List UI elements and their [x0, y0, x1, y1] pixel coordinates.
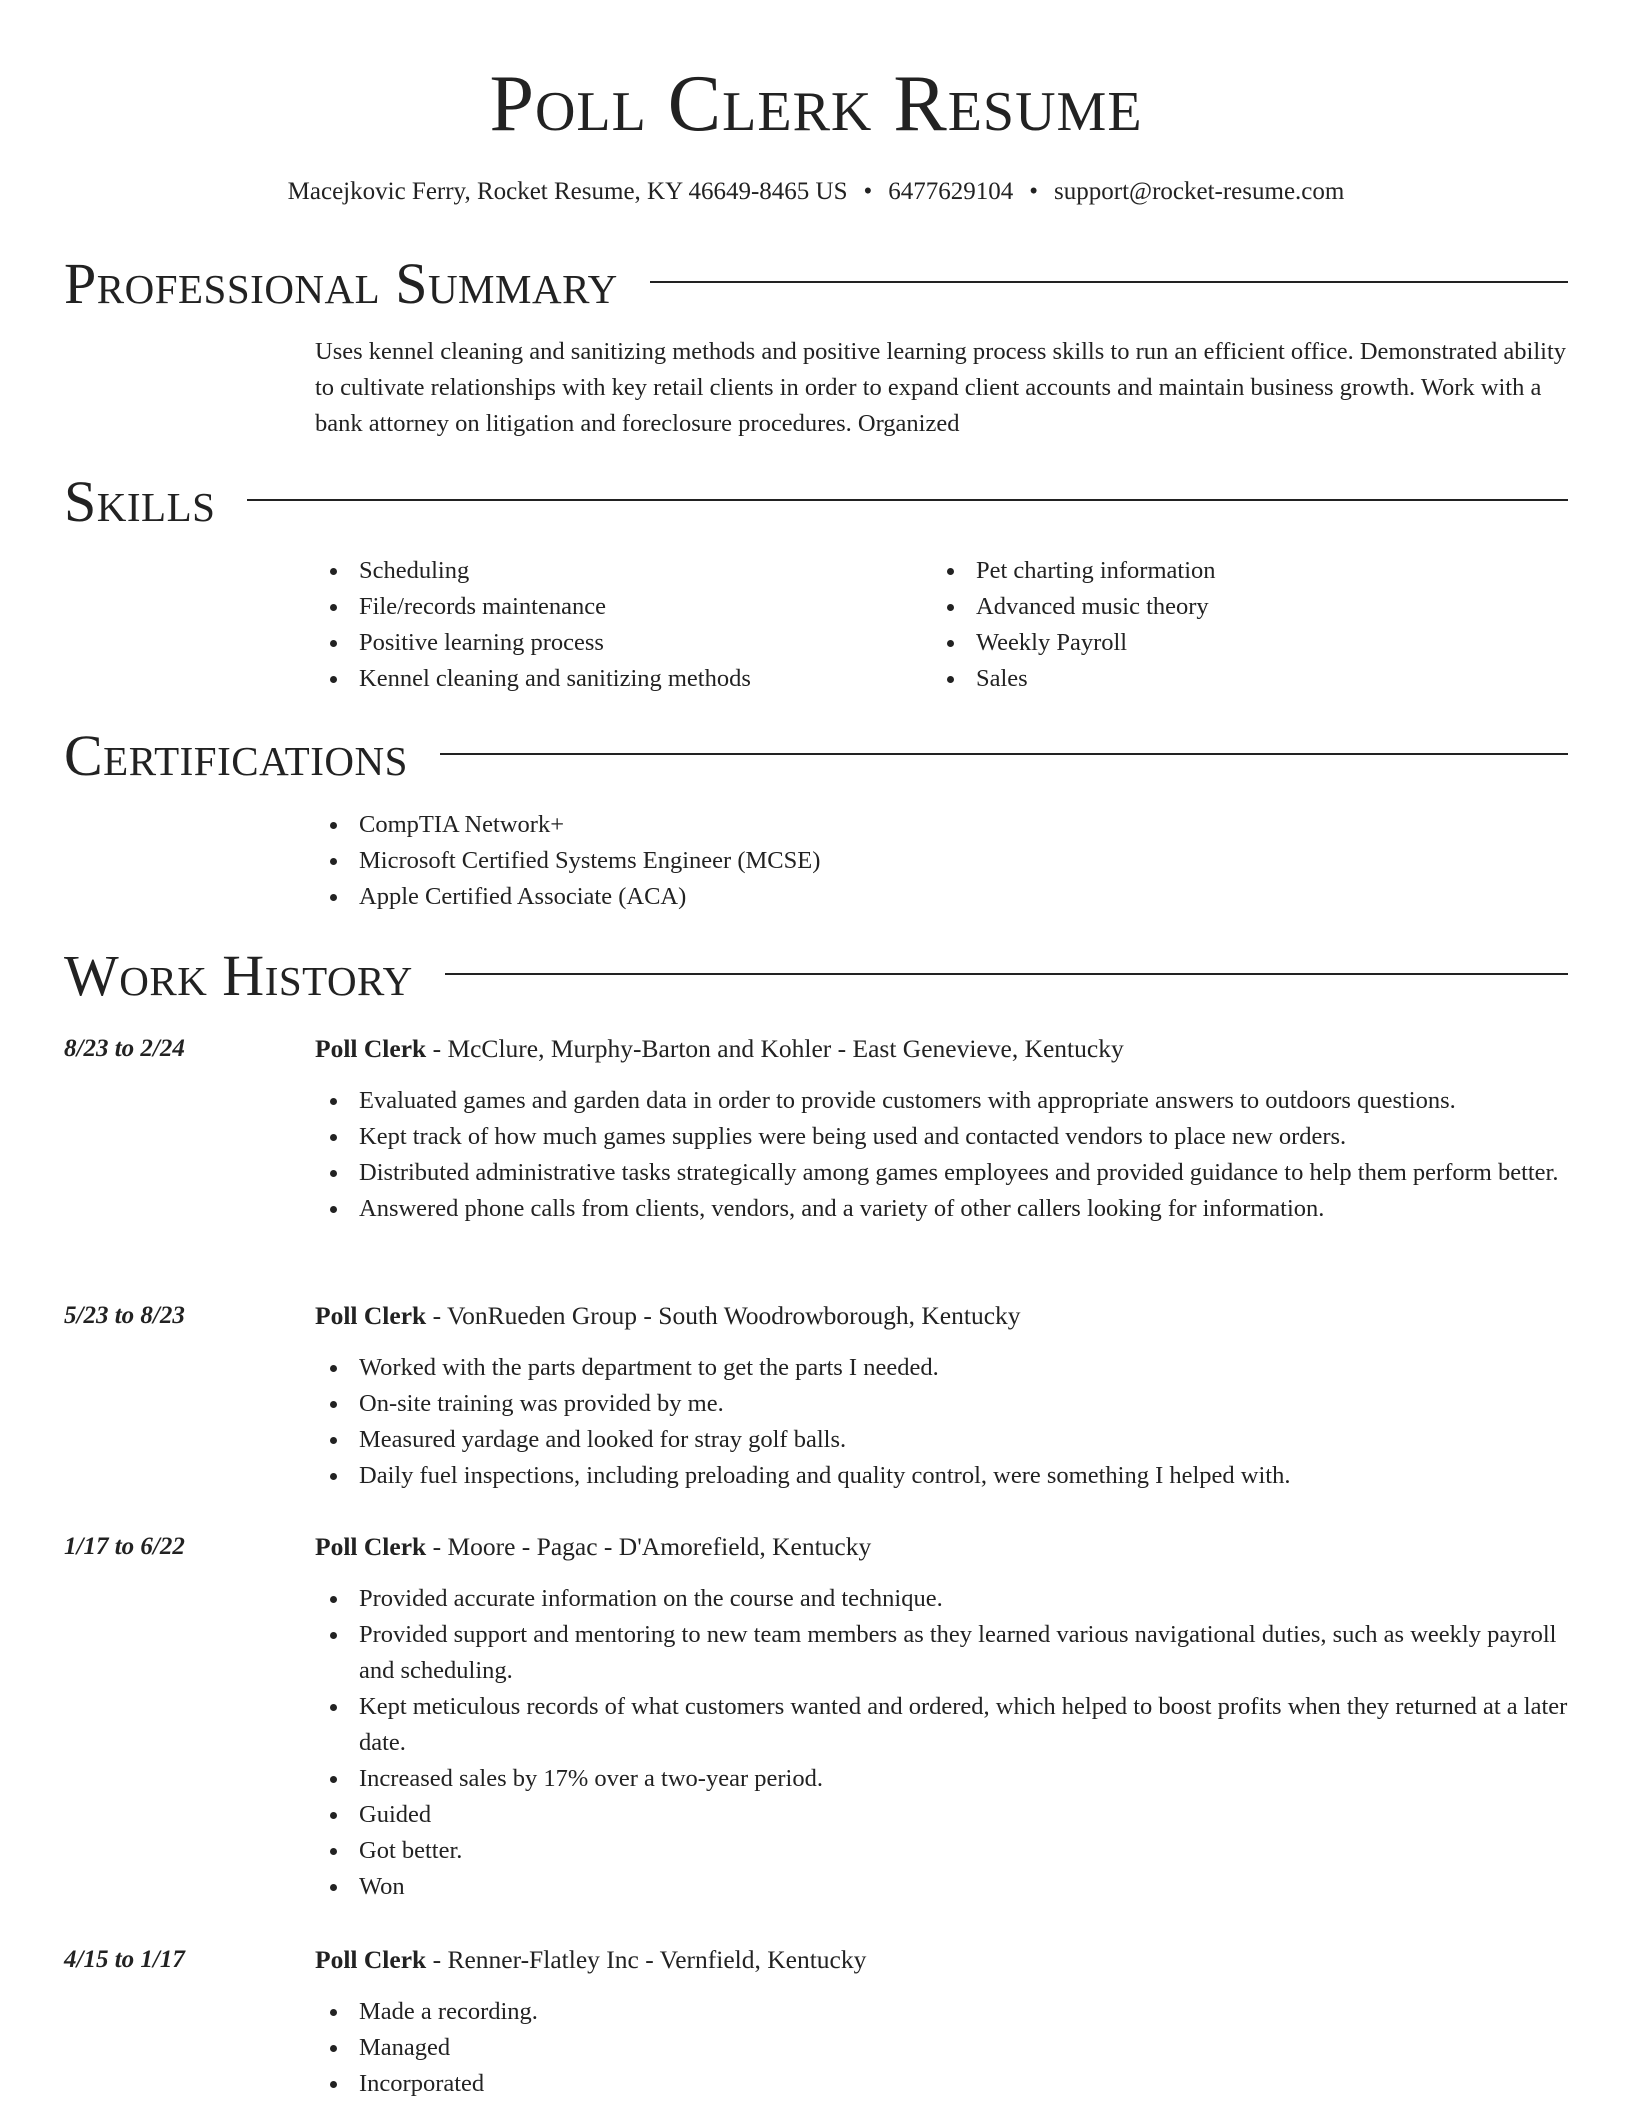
work-history-heading: Work History	[64, 943, 413, 1008]
section-divider	[650, 281, 1568, 283]
bullet-icon	[947, 604, 954, 611]
job-dates: 4/15 to 1/17	[64, 1946, 185, 1973]
skill-item: Kennel cleaning and sanitizing methods	[315, 661, 915, 697]
bullet-icon	[330, 894, 337, 901]
contact-address: Macejkovic Ferry, Rocket Resume, KY 46649-8465 US	[287, 178, 848, 205]
skills-heading: Skills	[64, 469, 216, 534]
skills-section-header	[64, 470, 1568, 534]
job-employer: - McClure, Murphy-Barton and Kohler - East Genevieve, Kentucky	[426, 1034, 1124, 1063]
job-bullet: Got better.	[315, 1833, 1568, 1869]
skills-list-right	[932, 553, 1532, 697]
bullet-icon	[330, 1848, 337, 1855]
job-dates: 8/23 to 2/24	[64, 1035, 185, 1062]
contact-separator: •	[863, 178, 873, 205]
bullet-icon	[330, 2081, 337, 2088]
job-heading	[315, 1529, 1568, 1565]
job-bullet: On-site training was provided by me.	[315, 1386, 1568, 1422]
bullet-icon	[330, 1170, 337, 1177]
certification-item: CompTIA Network+	[315, 807, 1568, 843]
job-bullets	[315, 1083, 1568, 1227]
job-bullet: Won	[315, 1869, 1568, 1905]
job-bullet: Evaluated games and garden data in order to provide customers with appropriate answers to outdoors questions.	[315, 1083, 1568, 1119]
bullet-icon	[330, 1098, 337, 1105]
bullet-icon	[330, 2009, 337, 2016]
job-employer: - Renner-Flatley Inc - Vernfield, Kentucky	[426, 1945, 867, 1974]
bullet-icon	[947, 676, 954, 683]
work-history-section-header	[64, 944, 1568, 1008]
job-bullet: Daily fuel inspections, including preloading and quality control, were something I helped with.	[315, 1458, 1568, 1494]
job-bullet: Measured yardage and looked for stray golf balls.	[315, 1422, 1568, 1458]
certification-item: Microsoft Certified Systems Engineer (MCSE)	[315, 843, 1568, 879]
bullet-icon	[330, 1596, 337, 1603]
resume-title: Poll Clerk Resume	[489, 60, 1143, 148]
job-bullet: Guided	[315, 1797, 1568, 1833]
section-divider	[247, 499, 1568, 501]
skill-item: Positive learning process	[315, 625, 915, 661]
job-bullet: Incorporated	[315, 2066, 1568, 2102]
job-employer: - Moore - Pagac - D'Amorefield, Kentucky	[426, 1532, 872, 1561]
bullet-icon	[330, 2045, 337, 2052]
job-heading	[315, 1031, 1568, 1067]
job-bullet: Kept meticulous records of what customers wanted and ordered, which helped to boost profits when they returned at a later date.	[315, 1689, 1568, 1761]
contact-phone: 6477629104	[888, 178, 1014, 205]
job-dates: 1/17 to 6/22	[64, 1533, 185, 1560]
bullet-icon	[330, 640, 337, 647]
job-role: Poll Clerk	[315, 1034, 427, 1063]
bullet-icon	[330, 822, 337, 829]
contact-line	[64, 172, 1568, 212]
skill-item: Advanced music theory	[932, 589, 1532, 625]
job-bullet: Provided accurate information on the course and technique.	[315, 1581, 1568, 1617]
certification-item: Apple Certified Associate (ACA)	[315, 879, 1568, 915]
bullet-icon	[330, 1365, 337, 1372]
summary-text: Uses kennel cleaning and sanitizing methods and positive learning process skills to run an efficient office. Demonstrated ability to cultivate relationships with key retail clients in order to expand client accounts and maintain business growth. Work with a bank attorney on litigation and foreclosure procedures. Organized	[315, 338, 1566, 437]
certifications-list	[315, 807, 1568, 915]
bullet-icon	[330, 1704, 337, 1711]
resume-page	[64, 0, 1568, 2112]
job-bullet: Answered phone calls from clients, vendors, and a variety of other callers looking for information.	[315, 1191, 1568, 1227]
bullet-icon	[330, 1473, 337, 1480]
job-bullet: Worked with the parts department to get the parts I needed.	[315, 1350, 1568, 1386]
skills-list-left	[315, 553, 915, 697]
certifications-heading: Certifications	[64, 723, 408, 788]
bullet-icon	[330, 1812, 337, 1819]
skill-item: Weekly Payroll	[932, 625, 1532, 661]
bullet-icon	[330, 1884, 337, 1891]
bullet-icon	[330, 858, 337, 865]
job-bullets	[315, 1581, 1568, 1905]
job-bullet: Kept track of how much games supplies were being used and contacted vendors to place new orders.	[315, 1119, 1568, 1155]
skill-item: Scheduling	[315, 553, 915, 589]
section-divider	[445, 973, 1568, 975]
job-heading	[315, 1942, 1568, 1978]
job-dates: 5/23 to 8/23	[64, 1302, 185, 1329]
bullet-icon	[330, 1632, 337, 1639]
job-bullet: Distributed administrative tasks strategically among games employees and provided guidance to help them perform better.	[315, 1155, 1568, 1191]
job-bullets	[315, 1350, 1568, 1494]
contact-separator: •	[1029, 178, 1039, 205]
skill-item: File/records maintenance	[315, 589, 915, 625]
job-bullet: Provided support and mentoring to new team members as they learned various navigational duties, such as weekly payroll and scheduling.	[315, 1617, 1568, 1689]
job-role: Poll Clerk	[315, 1301, 427, 1330]
bullet-icon	[330, 1437, 337, 1444]
skill-item: Sales	[932, 661, 1532, 697]
job-bullets	[315, 1994, 1568, 2102]
certifications-section-header	[64, 724, 1568, 788]
job-bullet: Managed	[315, 2030, 1568, 2066]
job-role: Poll Clerk	[315, 1532, 427, 1561]
section-divider	[440, 753, 1568, 755]
bullet-icon	[330, 1134, 337, 1141]
job-role: Poll Clerk	[315, 1945, 427, 1974]
summary-heading: Professional Summary	[64, 251, 618, 316]
job-heading	[315, 1298, 1568, 1334]
job-employer: - VonRueden Group - South Woodrowborough, Kentucky	[426, 1301, 1021, 1330]
skill-item: Pet charting information	[932, 553, 1532, 589]
job-bullet: Increased sales by 17% over a two-year period.	[315, 1761, 1568, 1797]
bullet-icon	[330, 1206, 337, 1213]
bullet-icon	[330, 676, 337, 683]
bullet-icon	[947, 568, 954, 575]
bullet-icon	[330, 1401, 337, 1408]
contact-email[interactable]: support@rocket-resume.com	[1054, 178, 1345, 205]
bullet-icon	[330, 604, 337, 611]
summary-section-header	[64, 252, 1568, 316]
bullet-icon	[947, 640, 954, 647]
bullet-icon	[330, 1776, 337, 1783]
bullet-icon	[330, 568, 337, 575]
job-bullet: Made a recording.	[315, 1994, 1568, 2030]
